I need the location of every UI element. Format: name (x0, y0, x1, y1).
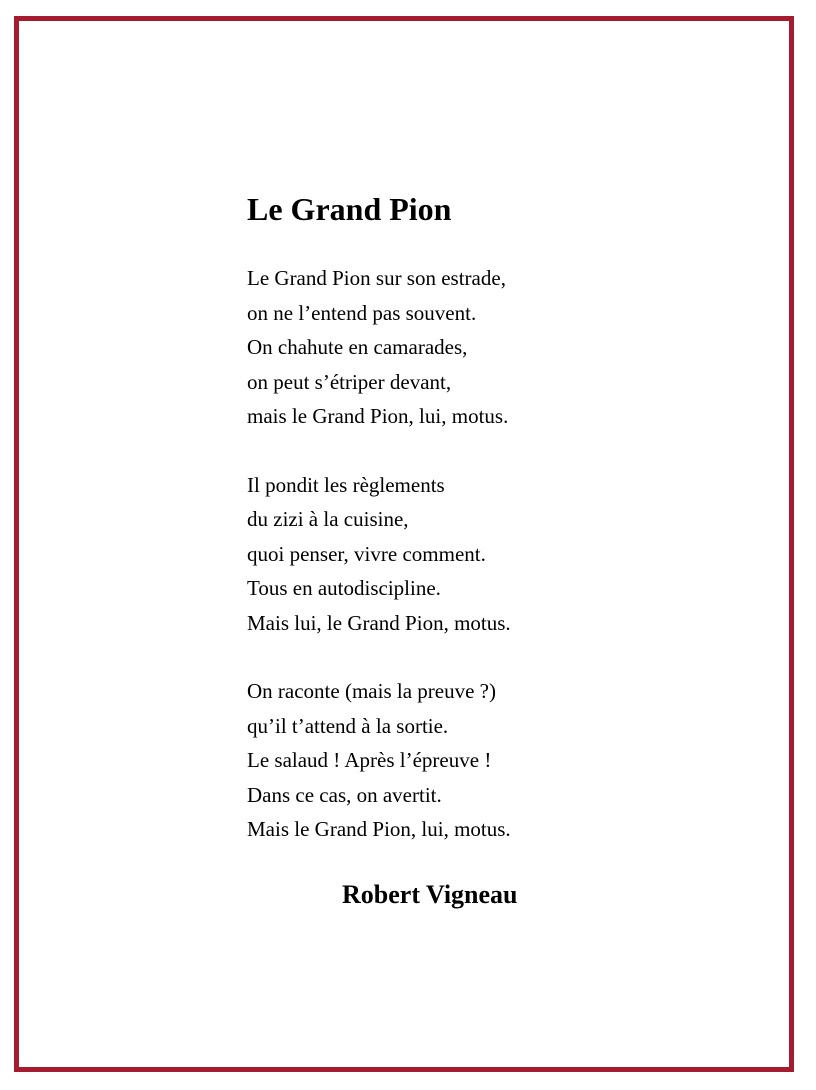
poem-line: On raconte (mais la preuve ?) (247, 679, 496, 703)
poem-line: Tous en autodiscipline. (247, 576, 441, 600)
stanza-3 (247, 674, 511, 847)
poem-line: Mais lui, le Grand Pion, motus. (247, 610, 511, 635)
poem-line: Le Grand Pion sur son estrade, (247, 266, 506, 290)
poem-line: On chahute en camarades, (247, 335, 468, 359)
poem-line: quoi penser, vivre comment. (247, 541, 486, 566)
poem-author: Robert Vigneau (342, 880, 518, 909)
poem-line: Il pondit les règlements (247, 472, 445, 497)
stanza-1 (247, 261, 511, 434)
poem-line: qu’il t’attend à la sortie. (247, 713, 449, 738)
poem-line: mais le Grand Pion, lui, motus. (247, 404, 509, 428)
poem-title: Le Grand Pion (247, 191, 452, 227)
poem-line: Mais le Grand Pion, lui, motus. (247, 817, 511, 841)
stanza-2 (247, 468, 511, 641)
poem-line: on ne l’entend pas souvent. (247, 300, 477, 325)
poem-content (247, 185, 511, 847)
poem-line: du zizi à la cuisine, (247, 507, 409, 531)
poem-line: Dans ce cas, on avertit. (247, 782, 442, 807)
poem-line: on peut s’étriper devant, (247, 369, 452, 394)
poem-line: Le salaud ! Après l’épreuve ! (247, 748, 492, 772)
